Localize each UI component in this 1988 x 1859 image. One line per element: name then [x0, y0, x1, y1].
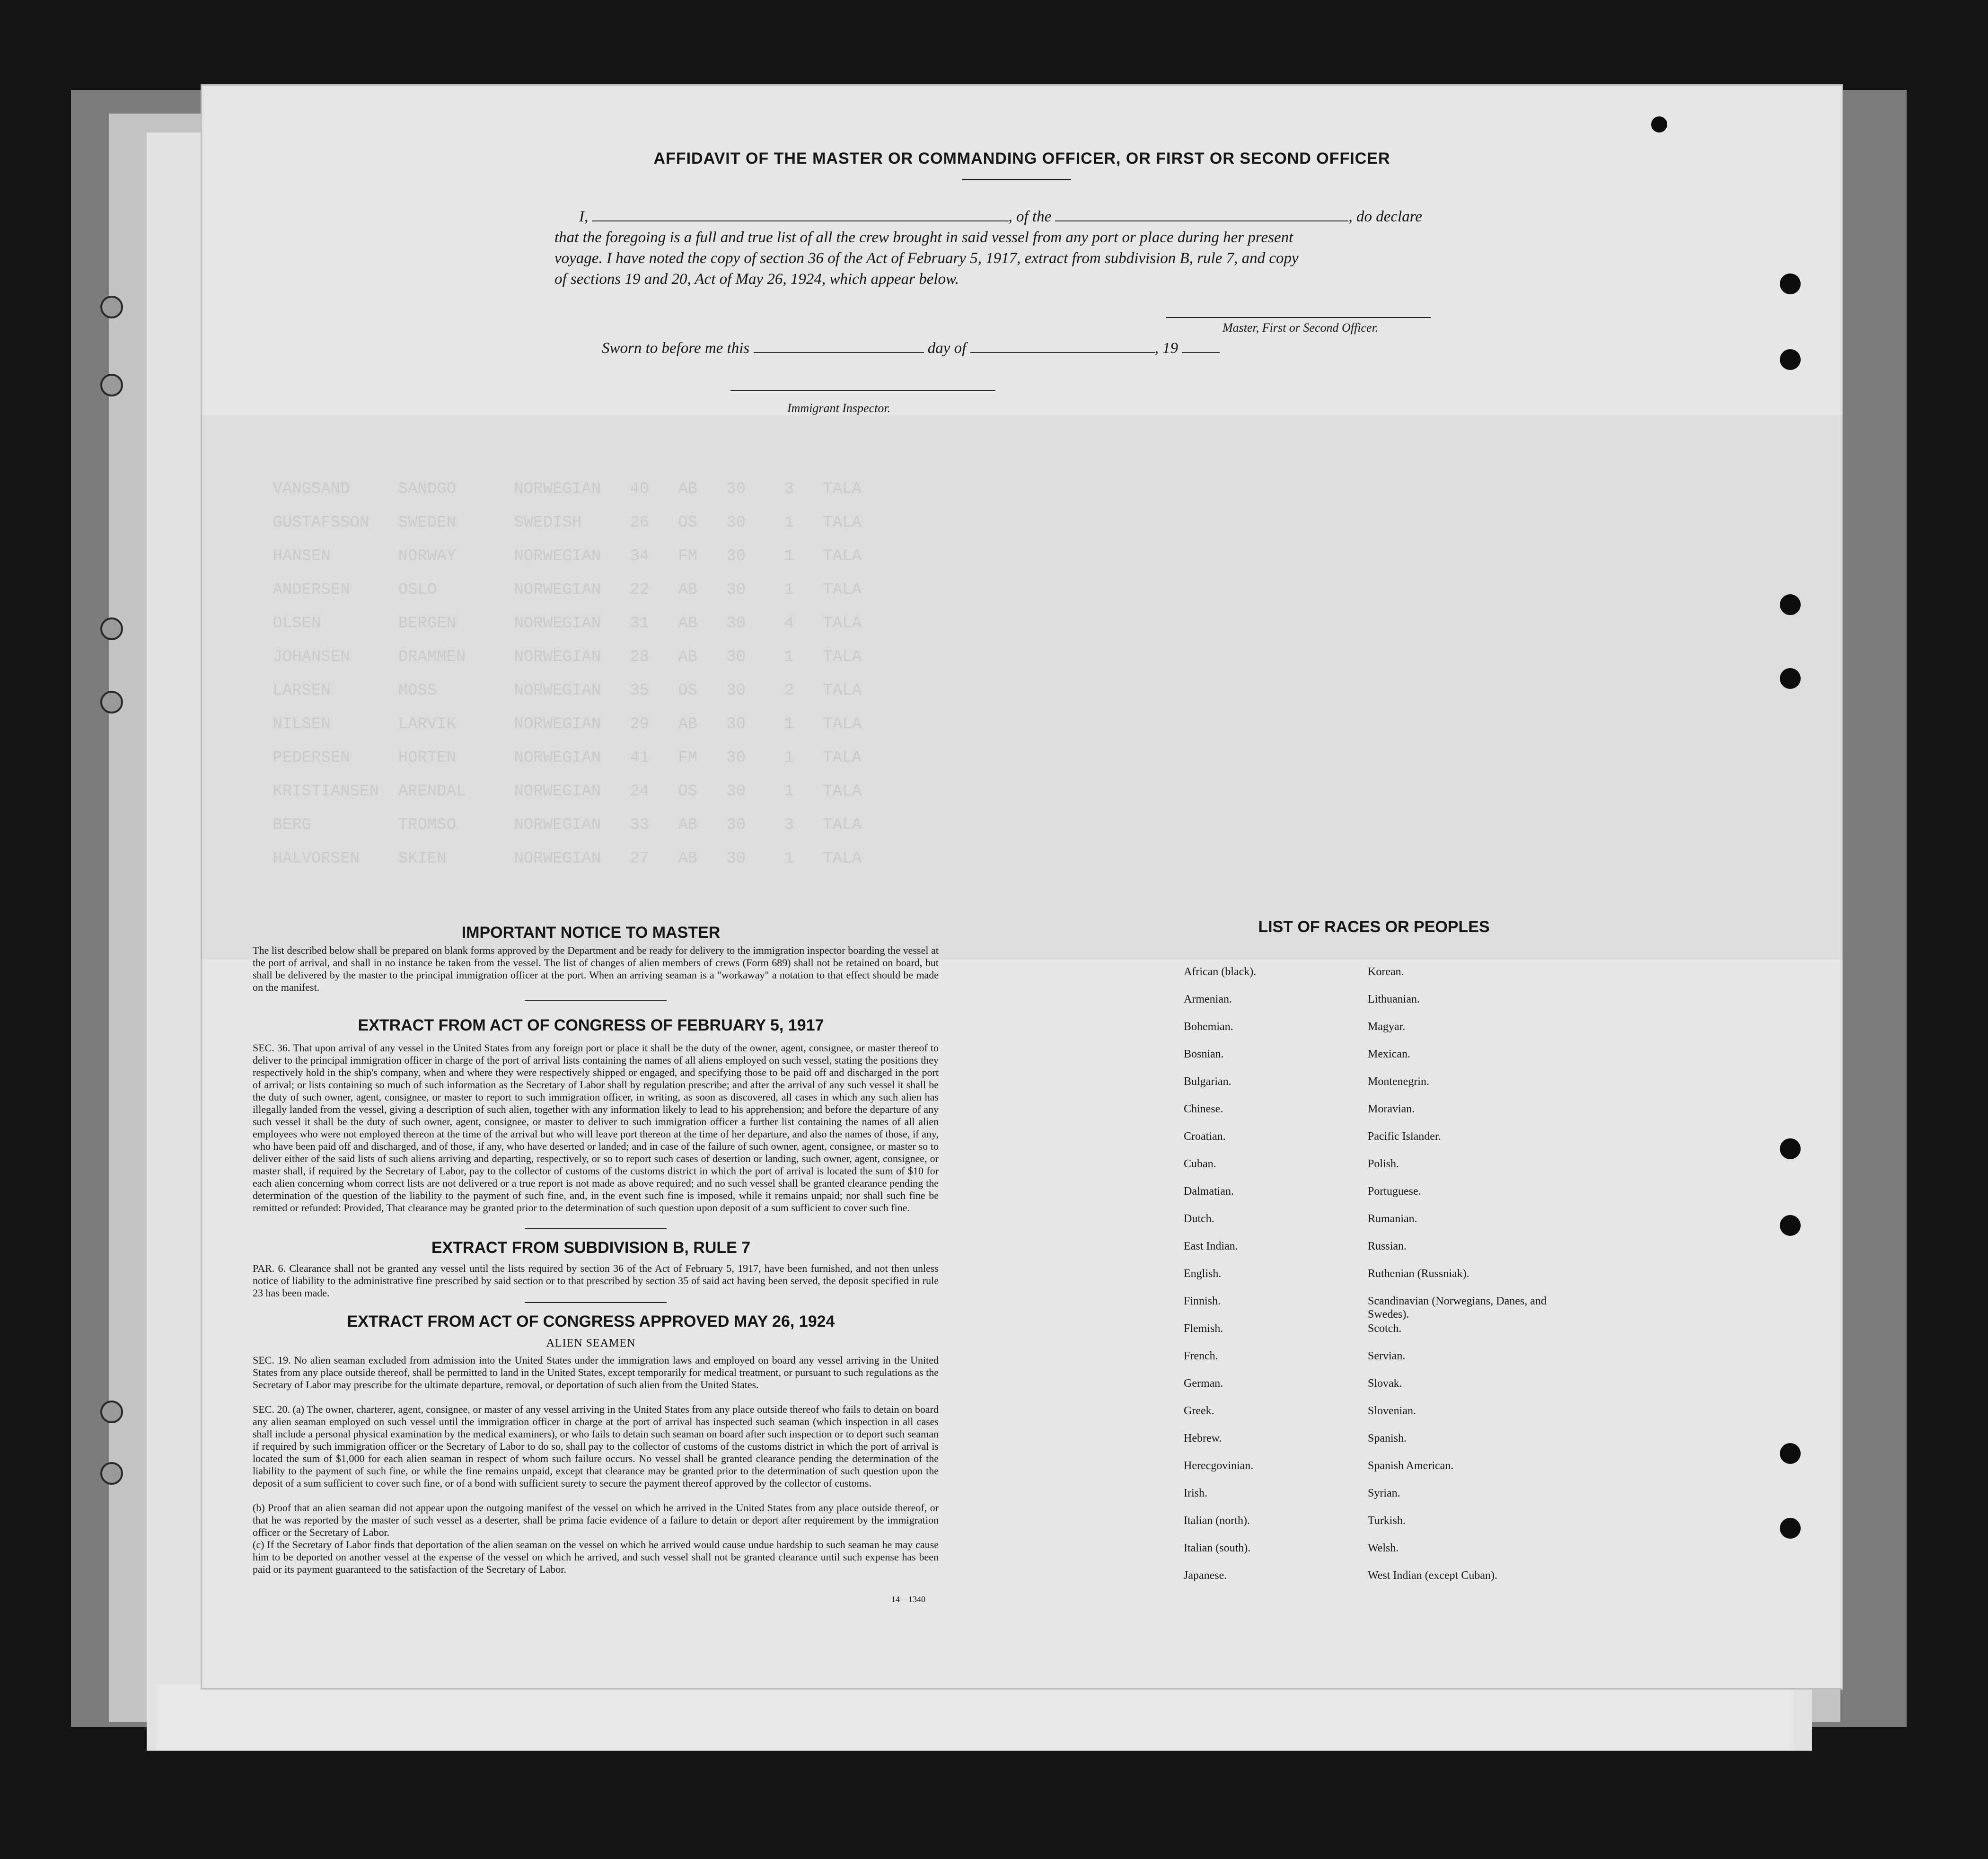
race-item: Ruthenian (Russniak).: [1368, 1268, 1469, 1280]
i-label: I,: [579, 208, 589, 225]
punch-hole: [1780, 1138, 1801, 1159]
punch-hole: [1780, 668, 1801, 689]
race-item: Lithuanian.: [1368, 993, 1420, 1005]
race-item: Hebrew.: [1184, 1432, 1222, 1445]
race-item: Spanish.: [1368, 1432, 1407, 1445]
binder-ring: [100, 374, 123, 396]
section-divider: [525, 1228, 667, 1229]
race-item: Dalmatian.: [1184, 1185, 1234, 1198]
races-column-1: [1184, 965, 1345, 1596]
race-item: Dutch.: [1184, 1213, 1214, 1225]
race-item: Armenian.: [1184, 993, 1232, 1005]
bleed-through-table-band: [201, 415, 1843, 960]
of-the-label: , of the: [1008, 208, 1052, 225]
race-item: Irish.: [1184, 1487, 1207, 1499]
binder-ring: [100, 691, 123, 714]
punch-hole: [1780, 594, 1801, 615]
races-title: LIST OF RACES OR PEOPLES: [1258, 918, 1490, 936]
race-item: Mexican.: [1368, 1048, 1410, 1060]
race-item: Slovak.: [1368, 1377, 1402, 1390]
master-signature-line[interactable]: [1166, 317, 1431, 318]
race-item: Bulgarian.: [1184, 1075, 1232, 1088]
affidavit-title: AFFIDAVIT OF THE MASTER OR COMMANDING OFFICER, OR FIRST OR SECOND OFFICER: [653, 150, 1390, 167]
name-blank[interactable]: [592, 220, 1009, 221]
punch-hole: [1780, 349, 1801, 370]
race-item: Syrian.: [1368, 1487, 1400, 1499]
vessel-blank[interactable]: [1055, 220, 1348, 221]
inspector-signature-line[interactable]: [730, 390, 995, 391]
race-item: Portuguese.: [1368, 1185, 1421, 1198]
declaration-line-4: of sections 19 and 20, Act of May 26, 1924, which appear below.: [554, 271, 959, 288]
do-declare-label: , do declare: [1348, 208, 1422, 225]
race-item: Turkish.: [1368, 1515, 1406, 1527]
race-item: Polish.: [1368, 1158, 1399, 1170]
race-item: Croatian.: [1184, 1130, 1226, 1143]
race-item: Scandinavian (Norwegians, Danes, and Swedes).: [1368, 1295, 1547, 1321]
race-item: Bosnian.: [1184, 1048, 1224, 1060]
sworn-label: Sworn to before me this: [602, 340, 750, 357]
year-label: , 19: [1154, 340, 1179, 357]
extract-1917-title: EXTRACT FROM ACT OF CONGRESS OF FEBRUARY 5, 1917: [358, 1016, 824, 1034]
race-item: English.: [1184, 1268, 1222, 1280]
punch-hole: [1780, 1518, 1801, 1539]
race-item: Bohemian.: [1184, 1021, 1233, 1033]
master-signature-label: Master, First or Second Officer.: [1223, 321, 1379, 335]
race-item: West Indian (except Cuban).: [1368, 1569, 1497, 1582]
race-item: Chinese.: [1184, 1103, 1223, 1115]
notice-body: The list described below shall be prepared on blank forms approved by the Department and be ready for delivery to the immigration inspector boarding the vessel at the port of arrival, and shall in no instance be taken from the vessel. The list of changes of alien members of crews (Form 689) shall not be retained on board, but shall be delivered by the master to the principal immigration officer at the port. When an arriving seaman is a "workaway" a notation to that effect should be made on the manifest.: [253, 944, 939, 993]
declaration-line-2: that the foregoing is a full and true list of all the crew brought in said vessel from any port or place during her present: [554, 229, 1293, 246]
race-item: Japanese.: [1184, 1569, 1227, 1582]
race-item: Greek.: [1184, 1405, 1214, 1417]
race-item: Scotch.: [1368, 1322, 1402, 1335]
binder-ring: [100, 296, 123, 318]
sworn-month-blank[interactable]: [970, 351, 1155, 353]
race-item: Russian.: [1368, 1240, 1407, 1252]
race-item: Magyar.: [1368, 1021, 1406, 1033]
extract-1917-body: SEC. 36. That upon arrival of any vessel in the United States from any foreign port or place it shall be the duty of the owner, agent, consignee, or master thereof to deliver to the principal immigration officer in charge of the port of arrival lists containing the names of all aliens employed on such vessel, stating the positions they respectively hold in the ship's company, when and where they were respectively shipped or engaged, and specifying those to be paid off and discharged in the port of arrival; or lists containing so much of such information as the Secretary of Labor shall by regulation prescribe; and after the arrival of any such vessel it shall be the duty of such owner, agent, consignee, or master to report to such immigration officer, in writing, as soon as discovered, all cases in which any such alien has illegally landed from the vessel, giving a description of such alien, together with any information likely to lead to his apprehension; and before the departure of any such vessel it shall be the duty of such owner, agent, consignee, or master to deliver to such immigration officer a further list containing the names of all alien employees who were not employed thereon at the time of the arrival but who will leave port thereon at the time of her departure, and also the names of those, if any, who have been paid off and discharged, and of those, if any, who have deserted or landed; and in case of the failure of such owner, agent, consignee, or master so to deliver either of the said lists of such aliens arriving and departing, respectively, or so to report such cases of desertion or landing, such owner, agent, consignee, or master shall, if required by the Secretary of Labor, pay to the collector of customs of the customs district in which the port of arrival is located the sum of $10 for each alien concerning whom correct lists are not delivered or a true report is not made as above required; and no such vessel shall be granted clearance pending the determination of the question of the liability to the payment of such fine, and, in the event such fine is imposed, while it remains unpaid; nor shall such fine be remitted or refunded: Provided, That clearance may be granted prior to the determination of such question upon deposit of a sum sufficient to cover such fine.: [253, 1042, 939, 1214]
punch-hole: [1780, 1215, 1801, 1236]
document-page: [201, 84, 1843, 1690]
extract-1924-sec20: SEC. 20. (a) The owner, charterer, agent, consignee, or master of any vessel arriving in the United States from any place outside thereof who fails to detain on board any alien seaman employed on such vessel until the immigration officer in charge at the port of arrival has inspected such seaman (which inspection in all cases shall include a personal physical examination by the medical examiners), or who fails to detain such seaman on board after such inspection or to deport such seaman if required by such immigration officer or the Secretary of Labor to do so, shall pay to the collector of customs of the customs district in which the port of arrival is located the sum of $1,000 for each alien seaman in respect of whom such failure occurs. No vessel shall be granted clearance pending the determination of the liability to the payment of such fine, or while the fine remains unpaid, except that clearance may be granted prior to the determination of such question upon the deposit of a sum sufficient to cover such fine, or of a bond with sufficient surety to secure the payment thereof approved by the collector of customs.: [253, 1403, 939, 1489]
race-item: French.: [1184, 1350, 1218, 1362]
extract-1924-sec19: SEC. 19. No alien seaman excluded from admission into the United States under the immigration laws and employed on board any vessel arriving in the United States from any place outside thereof, shall be permitted to land in the United States, except temporarily for medical treatment, or pursuant to such regulations as the Secretary of Labor may prescribe for the ultimate departure, removal, or deportation of such alien from the United States.: [253, 1354, 939, 1391]
binder-ring: [100, 1401, 123, 1423]
race-item: Montenegrin.: [1368, 1075, 1429, 1088]
race-item: Rumanian.: [1368, 1213, 1417, 1225]
punch-hole: [1780, 1443, 1801, 1464]
binder-ring: [100, 617, 123, 640]
sworn-day-blank[interactable]: [754, 351, 924, 353]
race-item: German.: [1184, 1377, 1223, 1390]
race-item: Spanish American.: [1368, 1460, 1454, 1472]
extract-1924-title: EXTRACT FROM ACT OF CONGRESS APPROVED MAY 26, 1924: [347, 1313, 835, 1330]
race-item: Finnish.: [1184, 1295, 1221, 1307]
declaration-line-3: voyage. I have noted the copy of section 36 of the Act of February 5, 1917, extract from subdivision B, rule 7, and copy: [554, 250, 1299, 267]
race-item: Italian (south).: [1184, 1542, 1251, 1554]
punch-hole: [1651, 116, 1667, 132]
sworn-year-blank[interactable]: [1182, 351, 1220, 353]
punch-hole: [1780, 273, 1801, 294]
section-divider: [525, 1000, 667, 1001]
section-divider: [525, 1302, 667, 1303]
race-item: Servian.: [1368, 1350, 1406, 1362]
race-item: Flemish.: [1184, 1322, 1223, 1335]
race-item: Slovenian.: [1368, 1405, 1416, 1417]
race-item: Moravian.: [1368, 1103, 1415, 1115]
extract-1924-sec20c: (c) If the Secretary of Labor finds that deportation of the alien seaman on the vessel on which he arrived would cause undue hardship to such seaman he may cause him to be deported on another vessel at the expense of the vessel on which he arrived, and such vessel shall not be granted clearance until such expense has been paid or its payment guaranteed to the satisfaction of the Secretary of Labor.: [253, 1539, 939, 1575]
race-item: African (black).: [1184, 966, 1257, 978]
day-of-label: day of: [927, 340, 967, 357]
declaration-line-1: [579, 208, 1663, 226]
title-divider: [962, 179, 1071, 180]
extract-rule7-title: EXTRACT FROM SUBDIVISION B, RULE 7: [431, 1239, 751, 1257]
races-column-2: [1368, 965, 1557, 1596]
notice-title: IMPORTANT NOTICE TO MASTER: [461, 924, 721, 942]
race-item: Italian (north).: [1184, 1515, 1250, 1527]
sworn-line: [602, 340, 1264, 357]
race-item: Welsh.: [1368, 1542, 1399, 1554]
binder-ring: [100, 1462, 123, 1485]
form-number: 14—1340: [891, 1595, 925, 1604]
race-item: East Indian.: [1184, 1240, 1238, 1252]
race-item: Pacific Islander.: [1368, 1130, 1441, 1143]
underlying-sheet-3: [156, 1684, 1793, 1751]
extract-1924-sec20b: (b) Proof that an alien seaman did not appear upon the outgoing manifest of the vessel on which he arrived in the United States from any place outside thereof, or that he was reported by the master of such vessel as a deserter, shall be prima facie evidence of a failure to detain or deport after requirement by the immigration officer or the Secretary of Labor.: [253, 1502, 939, 1538]
race-item: Korean.: [1368, 966, 1404, 978]
inspector-signature-label: Immigrant Inspector.: [787, 401, 891, 415]
bleed-through-text: VANGSAND SANDGO NORWEGIAN 40 AB 30 3 TALA GUSTAFSSON SWEDEN SWEDISH 26 OS 30 1 TALA HANSEN NORWAY NORWEGIAN 34 FM 30 1 TALA ANDERSEN OSLO NORWEGIAN 22 AB 30 1 TALA OLSEN BERGEN NORWEGIAN 31 AB 30 4 TALA JOHANSEN DRAMMEN NORWEGIAN 28 AB 30 1 TALA LARSEN MOSS NORWEGIAN 35 OS 30 2 TALA NILSEN LARVIK NORWEGIAN 29 AB 30 1 TALA PEDERSEN HORTEN NORWEGIAN 41 FM 30 1 TALA KRISTIANSEN ARENDAL NORWEGIAN 24 OS 30 1 TALA BERG TROMSO NORWEGIAN 33 AB 30 3 TALA HALVORSEN SKIEN NORWEGIAN 27 AB 30 1 TALA: [273, 480, 862, 868]
race-item: Cuban.: [1184, 1158, 1216, 1170]
extract-rule7-body: PAR. 6. Clearance shall not be granted any vessel until the lists required by section 36 of the Act of February 5, 1917, have been furnished, and not then unless notice of liability to the administrative fine prescribed by said section or to that prescribed by section 35 of said act having been served, the deposit specified in rule 23 has been made.: [253, 1262, 939, 1299]
extract-1924-subtitle: ALIEN SEAMEN: [546, 1337, 636, 1349]
race-item: Herecgovinian.: [1184, 1460, 1254, 1472]
